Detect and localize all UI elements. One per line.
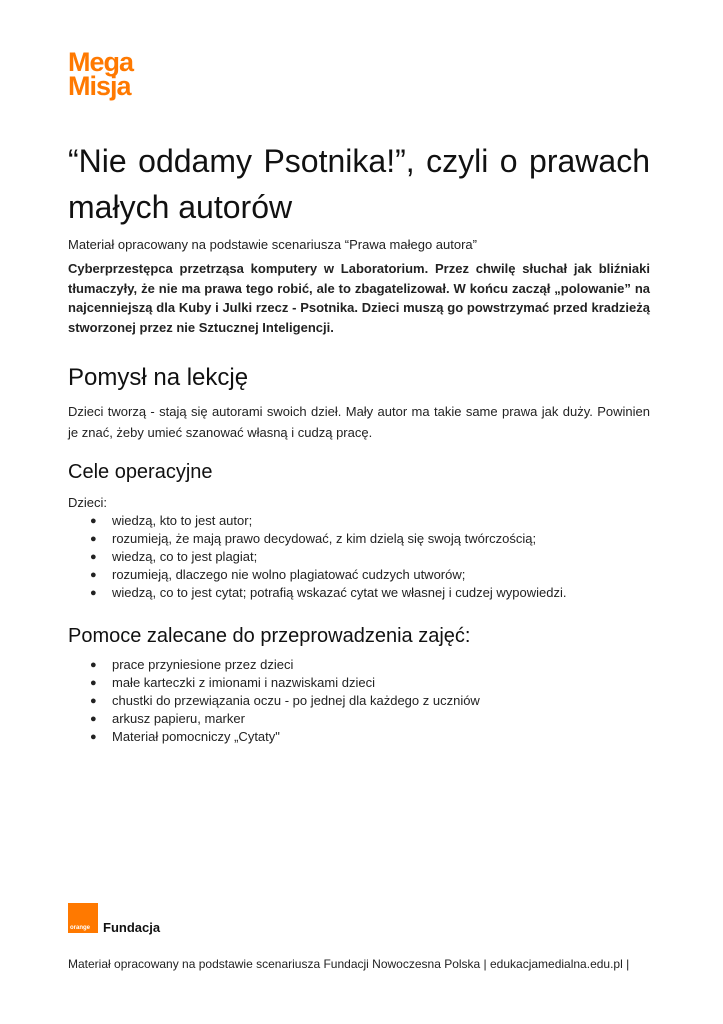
materials-heading: Pomoce zalecane do przeprowadzenia zajęć: — [68, 625, 471, 647]
list-item: ● wiedzą, co to jest cytat; potrafią wskazać cytat we własnej i cudzej wypowiedzi. — [90, 585, 567, 600]
list-item: ● wiedzą, kto to jest autor; — [90, 513, 253, 528]
page-footer: Materiał opracowany na podstawie scenariusza Fundacji Nowoczesna Polska | edukacjamedialna.edu.pl | — [68, 957, 630, 971]
bullet-icon: ● — [90, 659, 97, 671]
list-item: ● chustki do przewiązania oczu - po jednej dla każdego z uczniów — [90, 693, 480, 708]
list-item: ● wiedzą, co to jest plagiat; — [90, 549, 258, 564]
orange-badge-text: orange — [70, 925, 91, 931]
mega-misja-logo — [68, 47, 134, 101]
list-item: ● Materiał pomocniczy „Cytaty" — [90, 729, 280, 744]
bullet-icon: ● — [90, 533, 97, 545]
intro-text: Materiał opracowany na podstawie scenariusza “Prawa małego autora” — [68, 237, 477, 252]
bullet-icon: ● — [90, 731, 97, 743]
materials-list — [68, 656, 480, 746]
goals-intro: Dzieci: — [68, 495, 108, 510]
goals-list — [68, 512, 566, 602]
logo-line-2: Misja — [68, 71, 131, 101]
goals-heading: Cele operacyjne — [68, 461, 213, 483]
bullet-icon: ● — [90, 587, 97, 599]
bullet-icon: ● — [90, 569, 97, 581]
bullet-icon: ● — [90, 677, 97, 689]
logo-line-1: Mega — [68, 47, 134, 77]
orange-logo-icon — [68, 903, 98, 933]
page-title: “Nie oddamy Psotnika!”, czyli o prawach małych autorów — [68, 143, 650, 225]
list-item: ● arkusz papieru, marker — [90, 711, 245, 726]
idea-text: Dzieci tworzą - stają się autorami swoich dzieł. Mały autor ma takie same prawa jak duży. Powinien je znać, żeby umieć szanować własną i cudzą pracę. — [68, 404, 650, 440]
bullet-icon: ● — [90, 713, 97, 725]
list-item: ● rozumieją, dlaczego nie wolno plagiatować cudzych utworów; — [90, 567, 466, 582]
fundacja-label: Fundacja — [103, 920, 161, 935]
bullet-icon: ● — [90, 695, 97, 707]
list-item: ● rozumieją, że mają prawo decydować, z kim dzielą się swoją twórczością; — [90, 531, 537, 546]
idea-heading: Pomysł na lekcję — [68, 364, 249, 391]
bullet-icon: ● — [90, 515, 97, 527]
list-item: ● prace przyniesione przez dzieci — [90, 657, 294, 672]
list-item: ● małe karteczki z imionami i nazwiskami dzieci — [90, 675, 375, 690]
bullet-icon: ● — [90, 551, 97, 563]
lead-paragraph: Cyberprzestępca przetrząsa komputery w Laboratorium. Przez chwilę słuchał jak bliźniaki tłumaczyły, że nie ma prawa tego robić, ale to zbagatelizował. W końcu zaczął „polowanie” na najcenniejszą dla Kuby i Julki rzecz - Psotnika. Dzieci muszą go powstrzymać przed kradzieżą stworzonej przez nie Sztucznej Inteligencji. — [68, 261, 650, 335]
